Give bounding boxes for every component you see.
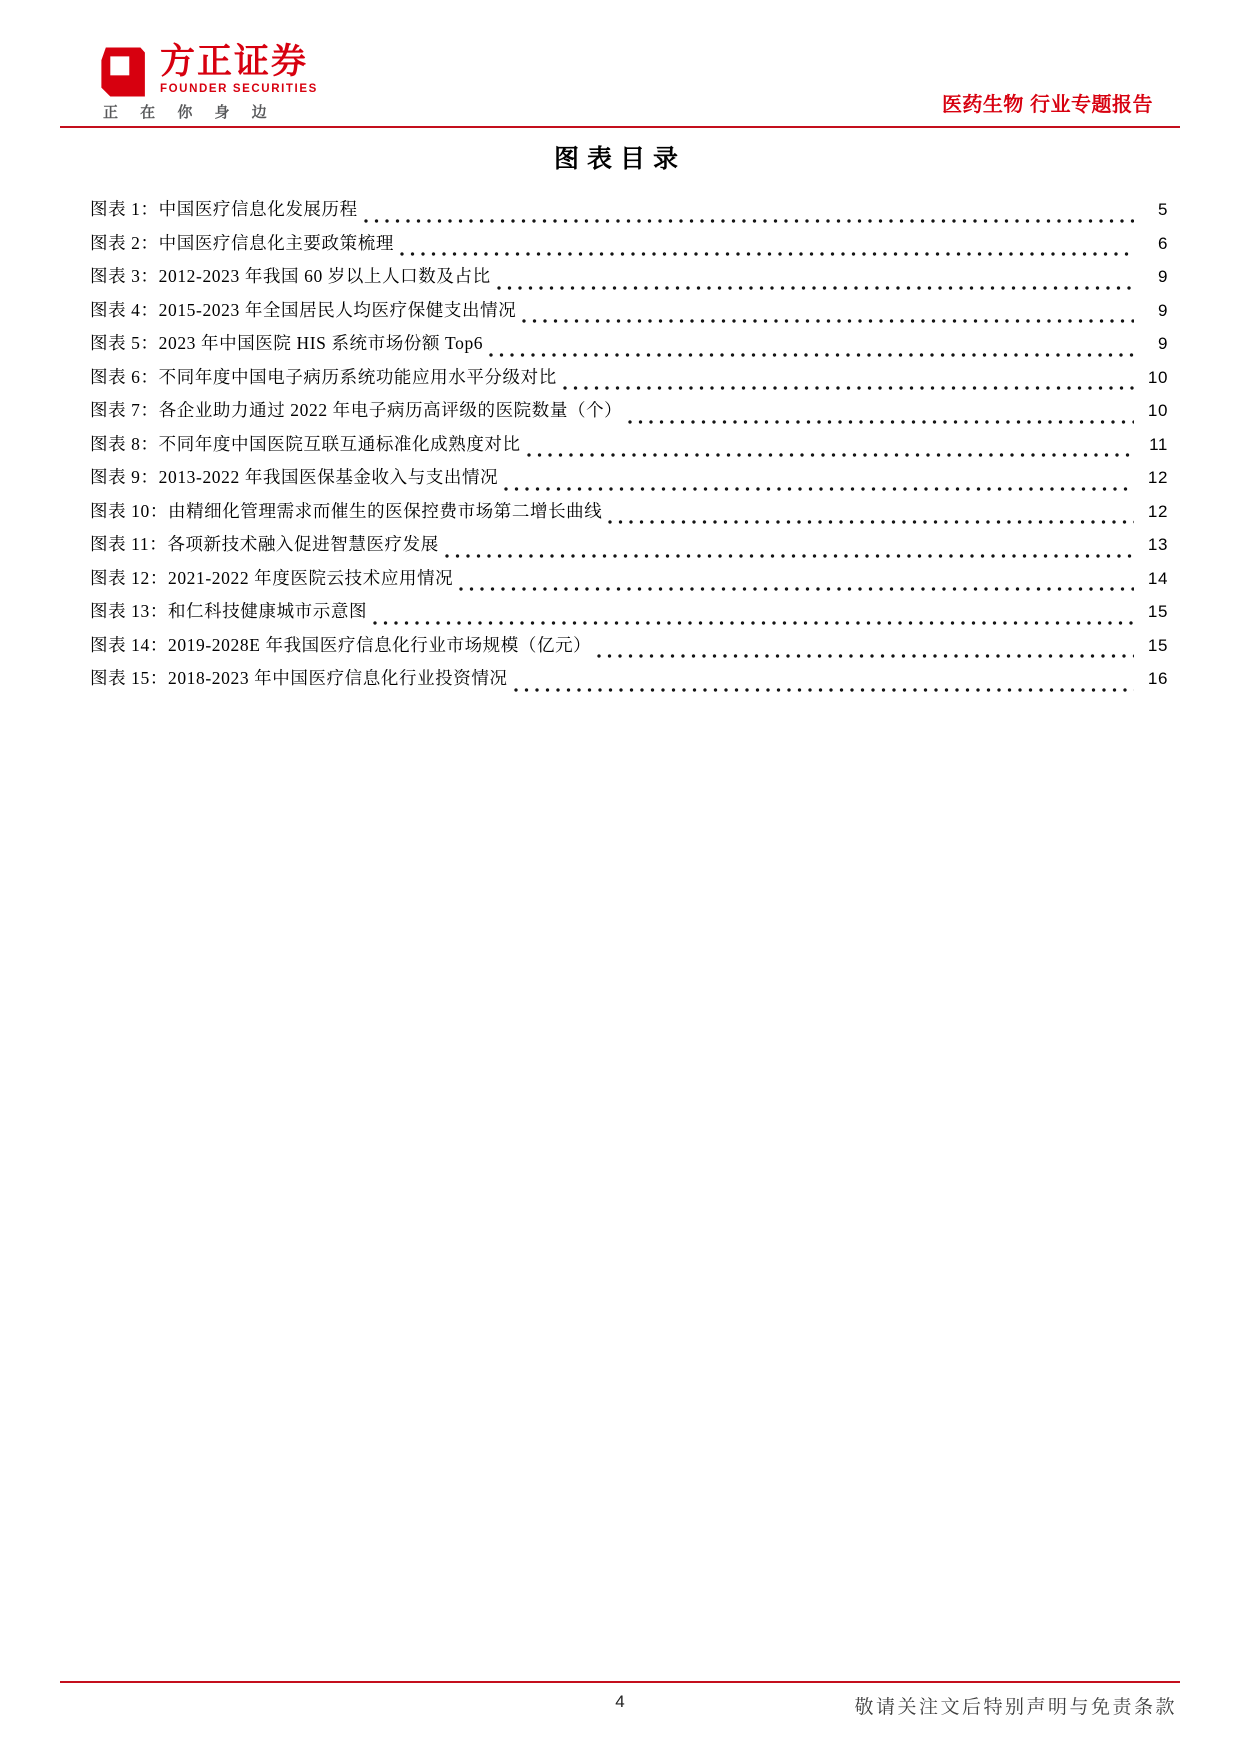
toc-entry[interactable] [90,330,1168,364]
toc-entry-page-number[interactable]: 14 [1147,568,1168,588]
toc-entry-label[interactable]: 图表 8：不同年度中国医院互联互通标准化成熟度对比 [90,433,521,454]
dot-leader [373,621,1134,625]
dot-leader [597,654,1134,658]
toc-entry-page-number[interactable]: 10 [1147,401,1168,420]
brand-name-cn: 方正证券 [160,42,309,81]
dot-leader [400,252,1134,256]
dot-leader [522,319,1134,323]
toc-entry-page-number[interactable]: 9 [1157,300,1168,320]
toc-entry[interactable] [90,665,1168,699]
footer [60,1692,1180,1722]
toc-entry-page-number[interactable]: 6 [1157,233,1168,253]
toc-entry-page-number[interactable]: 13 [1147,535,1168,554]
dot-leader [608,520,1134,524]
dot-leader [563,386,1134,390]
dot-leader [445,554,1134,558]
dot-leader [504,487,1134,491]
brand-text [160,44,318,95]
dot-leader [489,353,1134,357]
toc-entry-page-number[interactable]: 15 [1147,635,1168,655]
toc-entry-page-number[interactable]: 5 [1157,200,1168,219]
toc-entry-label[interactable]: 图表 1：中国医疗信息化发展历程 [90,199,358,219]
toc-entry-label[interactable]: 图表 12：2021-2022 年度医院云技术应用情况 [90,567,454,588]
toc-entry-page-number[interactable]: 11 [1149,434,1168,454]
toc-entry[interactable] [90,230,1168,264]
toc-entry-label[interactable]: 图表 6：不同年度中国电子病历系统功能应用水平分级对比 [90,366,557,387]
disclaimer-text: 敬请关注文后特别声明与免责条款 [854,1697,1177,1718]
dot-leader [364,219,1134,223]
toc-entry-label[interactable]: 图表 14：2019-2028E 年我国医疗信息化行业市场规模（亿元） [90,634,592,655]
toc-entry-page-number[interactable]: 15 [1147,602,1168,621]
toc-entry-label[interactable]: 图表 9：2013-2022 年我国医保基金收入与支出情况 [90,467,499,487]
dot-leader [527,453,1134,457]
brand-slogan: 正 在 你 身 边 [103,104,276,121]
toc-entry[interactable] [90,364,1168,398]
toc-entry-label[interactable]: 图表 11：各项新技术融入促进智慧医疗发展 [90,534,439,554]
toc-entry[interactable] [90,263,1168,297]
toc-entry-page-number[interactable]: 16 [1147,669,1168,688]
founder-securities-logo [88,44,318,100]
toc-entry-label[interactable]: 图表 7：各企业助力通过 2022 年电子病历高评级的医院数量（个） [90,400,623,420]
toc-entry-label[interactable]: 图表 3：2012-2023 年我国 60 岁以上人口数及占比 [90,266,491,286]
toc-entry[interactable] [90,632,1168,666]
footer-divider [60,1681,1180,1683]
page-number: 4 [615,1692,625,1711]
toc-entry[interactable] [90,598,1168,632]
toc-entry-label[interactable]: 图表 4：2015-2023 年全国居民人均医疗保健支出情况 [90,299,517,320]
dot-leader [497,286,1134,290]
dot-leader [514,688,1134,692]
toc-entry[interactable] [90,297,1168,331]
toc-entry-page-number[interactable]: 9 [1157,267,1168,286]
dot-leader [628,420,1134,424]
toc-entry[interactable] [90,498,1168,532]
header-divider [60,126,1180,128]
toc-entry[interactable] [90,196,1168,230]
dot-leader [459,587,1134,591]
figure-toc-title: 图表目录 [553,146,686,173]
toc-entry-label[interactable]: 图表 5：2023 年中国医院 HIS 系统市场份额 Top6 [90,333,484,353]
toc-entry[interactable] [90,531,1168,565]
report-type-label: 医药生物 行业专题报告 [941,94,1153,116]
toc-entry-label[interactable]: 图表 13：和仁科技健康城市示意图 [90,601,368,621]
toc-entry[interactable] [90,397,1168,431]
founder-cube-icon [88,44,146,100]
toc-entry-label[interactable]: 图表 10：由精细化管理需求而催生的医保控费市场第二增长曲线 [90,500,603,521]
toc-entry-page-number[interactable]: 9 [1157,334,1168,353]
toc-entry[interactable] [90,431,1168,465]
toc-entry-page-number[interactable]: 12 [1147,468,1168,487]
toc-entry-label[interactable]: 图表 15：2018-2023 年中国医疗信息化行业投资情况 [90,668,508,688]
brand-name-en: FOUNDER SECURITIES [160,83,318,95]
toc-entry-page-number[interactable]: 12 [1147,501,1168,521]
toc-entry[interactable] [90,464,1168,498]
toc-entry-label[interactable]: 图表 2：中国医疗信息化主要政策梳理 [90,232,394,253]
toc-entry[interactable] [90,565,1168,599]
toc-entry-page-number[interactable]: 10 [1147,367,1168,387]
figure-toc-list [90,196,1168,699]
